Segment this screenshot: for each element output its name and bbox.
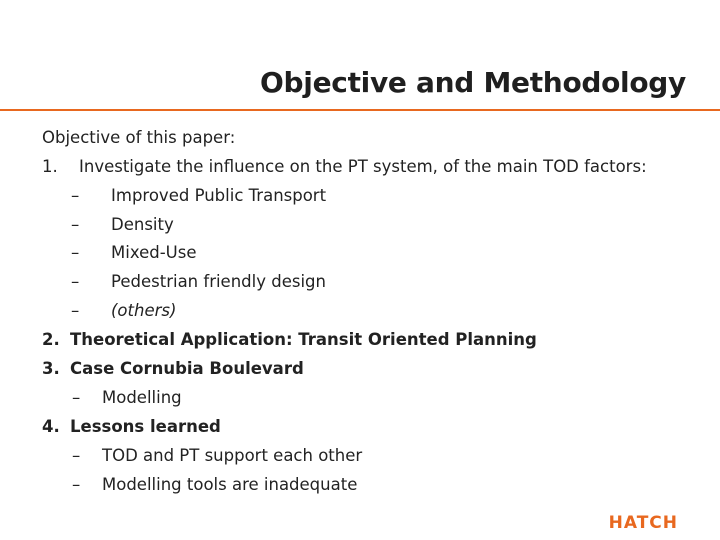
sub-item-improved-pt: Improved Public Transport [111, 186, 327, 205]
sub-dash: – [71, 186, 80, 205]
item-3-text: Case Cornubia Boulevard [70, 359, 304, 378]
sub-dash: – [71, 215, 80, 234]
sub-item-mixed-use: Mixed-Use [111, 243, 197, 262]
item-3-number: 3. [42, 359, 60, 378]
item-2-number: 2. [42, 330, 60, 349]
sub-dash: – [71, 272, 80, 291]
sub-item-pedestrian: Pedestrian friendly design [111, 272, 326, 291]
sub-dash: – [71, 301, 80, 320]
sub-item-density: Density [111, 215, 174, 234]
item-4-number: 4. [42, 417, 60, 436]
slide-title: Objective and Methodology [260, 66, 686, 99]
sub-item-others: (others) [111, 301, 177, 320]
sub-item-modelling: Modelling [102, 388, 182, 407]
sub-dash: – [72, 446, 81, 465]
sub-item-modelling-tools: Modelling tools are inadequate [102, 475, 358, 494]
title-divider [0, 109, 720, 111]
sub-dash: – [71, 243, 80, 262]
sub-item-tod-pt: TOD and PT support each other [102, 446, 363, 465]
item-1-number: 1. [42, 157, 58, 176]
sub-dash: – [72, 388, 81, 407]
item-4-text: Lessons learned [70, 417, 221, 436]
objective-heading: Objective of this paper: [42, 128, 236, 147]
hatch-logo: HATCH [608, 513, 678, 533]
item-1-text: Investigate the influence on the PT system, of the main TOD factors: [79, 157, 647, 176]
item-2-text: Theoretical Application: Transit Oriented Planning [70, 330, 537, 349]
sub-dash: – [72, 475, 81, 494]
